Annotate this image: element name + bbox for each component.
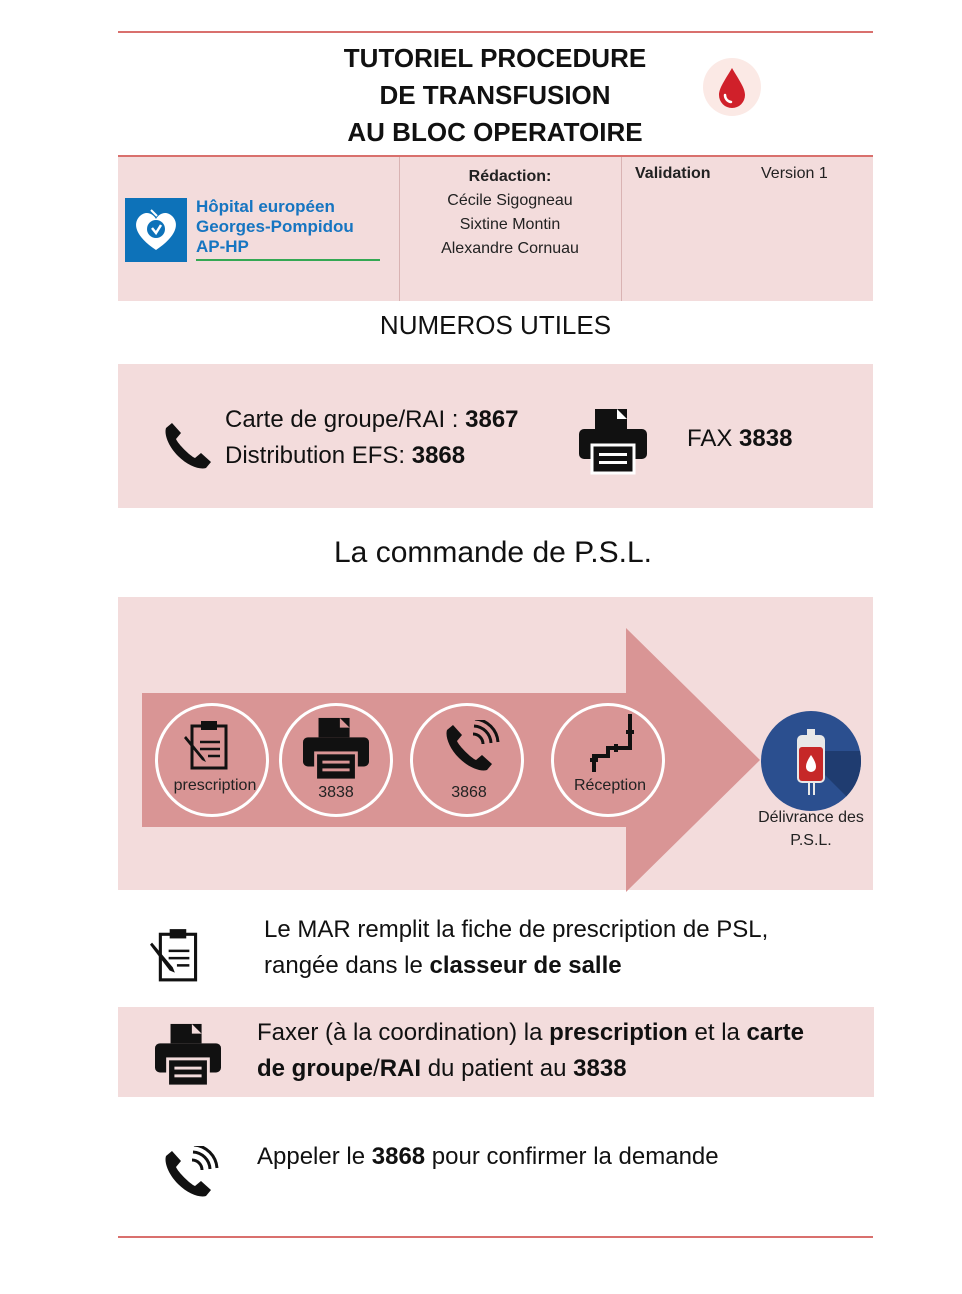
numeros-heading: NUMEROS UTILES bbox=[379, 310, 612, 340]
step-reception bbox=[551, 703, 665, 817]
numero-distribution: Distribution EFS: 3868 bbox=[225, 442, 466, 469]
instruction-step-2: Faxer (à la coordination) la prescription et la carte de groupe/RAI du patient au 3838 bbox=[257, 1019, 804, 1082]
redaction-label: Rédaction: bbox=[468, 168, 552, 185]
numero-groupe-value: 3867 bbox=[465, 406, 519, 433]
step-reception-label: Réception bbox=[573, 777, 647, 794]
clipboard-icon bbox=[184, 718, 240, 774]
logo-line-1: Hôpital européen bbox=[196, 197, 335, 216]
instruction-step-3: Appeler le 3868 pour confirmer la demande bbox=[257, 1143, 719, 1170]
author-3: Alexandre Cornuau bbox=[441, 240, 579, 257]
fax-icon bbox=[300, 716, 372, 782]
logo-line-2: Georges-Pompidou bbox=[196, 217, 354, 236]
version-label: Version 1 bbox=[761, 165, 828, 182]
fax-icon bbox=[152, 1022, 224, 1093]
title-line-3: AU BLOC OPERATOIRE bbox=[347, 117, 643, 147]
clipboard-icon bbox=[150, 926, 208, 989]
delivrance-label bbox=[745, 806, 877, 852]
phone-ringing-icon bbox=[160, 1146, 220, 1207]
numero-groupe: Carte de groupe/RAI : 3867 bbox=[225, 406, 519, 433]
delivrance-line-2: P.S.L. bbox=[790, 832, 832, 849]
step-phone-label: 3868 bbox=[451, 784, 487, 801]
instruction-step-1: Le MAR remplit la fiche de prescription de PSL, rangée dans le classeur de salle bbox=[264, 916, 769, 979]
validation-label: Validation bbox=[635, 165, 711, 182]
step-prescription-label: prescription bbox=[173, 777, 257, 794]
author-1: Cécile Sigogneau bbox=[447, 192, 573, 209]
fax-number-value: 3838 bbox=[739, 425, 793, 452]
commande-heading: La commande de P.S.L. bbox=[334, 536, 652, 569]
title-line-2: DE TRANSFUSION bbox=[379, 80, 611, 110]
fax-number: FAX 3838 bbox=[687, 425, 793, 452]
step-fax-label: 3838 bbox=[318, 784, 354, 801]
phone-ringing-icon bbox=[441, 720, 501, 776]
blood-bag-icon bbox=[761, 711, 861, 811]
numero-distribution-value: 3868 bbox=[411, 442, 466, 469]
delivrance-line-1: Délivrance des bbox=[758, 809, 864, 826]
author-2: Sixtine Montin bbox=[459, 216, 561, 233]
logo-line-3: AP-HP bbox=[196, 237, 249, 256]
bottom-rule bbox=[118, 1236, 873, 1238]
pneumatic-tube-icon bbox=[586, 714, 640, 774]
title-line-1: TUTORIEL PROCEDURE bbox=[343, 43, 647, 73]
step-prescription bbox=[155, 703, 269, 817]
